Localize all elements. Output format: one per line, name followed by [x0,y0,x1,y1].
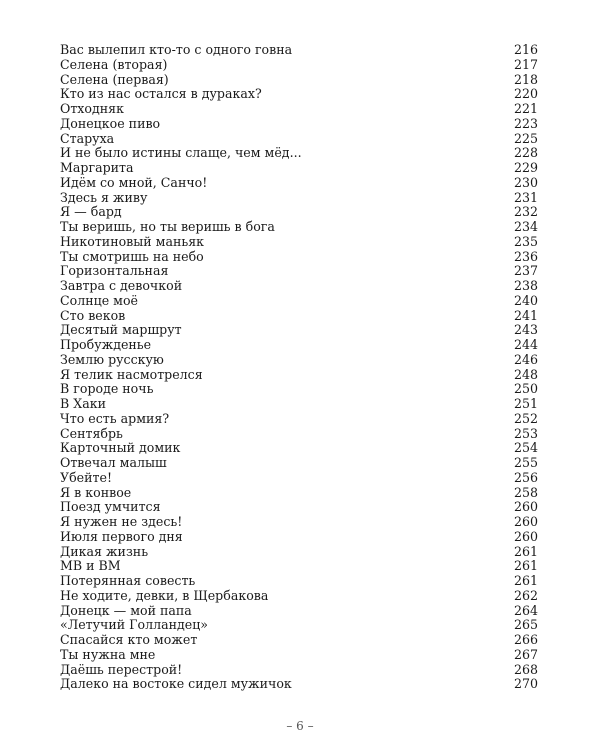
toc-entry-title: Даёшь перестрой! [60,661,183,677]
toc-entry-page: 234 [513,219,538,234]
toc-entry-page: 240 [513,292,538,308]
toc-entry-title: Маргарита [60,160,134,175]
toc-entry-title: Отходняк [60,101,124,116]
toc-entry [60,574,538,589]
toc-entry-title: Ты нужна мне [60,646,156,662]
toc-entry-page: 264 [513,602,538,618]
toc-entry-page: 243 [513,322,538,338]
toc-entry-title: Кто из нас остался в дураках? [60,86,262,102]
toc-entry [60,161,538,176]
toc-entry-page: 236 [513,248,538,264]
toc-entry [60,486,538,501]
toc-entry [60,146,538,161]
toc-entry-title: Потерянная совесть [60,573,196,588]
toc-entry [60,235,538,250]
toc-entry [60,618,538,633]
toc-entry [60,264,538,279]
toc-entry-title: Сентябрь [60,425,123,441]
toc-entry-title: Дикая жизнь [60,543,149,559]
toc-entry [60,338,538,353]
toc-entry-title: Я в конвое [60,484,132,500]
table-of-contents [60,43,538,692]
toc-entry [60,397,538,412]
toc-entry-title: В городе ночь [60,381,154,397]
toc-entry-page: 250 [513,381,538,397]
toc-entry [60,515,538,530]
toc-entry [60,58,538,73]
toc-entry [60,633,538,648]
toc-entry [60,441,538,456]
toc-entry-title: «Летучий Голландец» [60,617,208,633]
toc-entry-title: Убейте! [60,469,113,485]
toc-entry-page: 244 [513,337,538,352]
toc-entry-title: Ты веришь, но ты веришь в бога [60,219,275,234]
toc-entry-title: Донецк — мой папа [60,602,192,618]
toc-entry-title: В Хаки [60,396,106,411]
toc-entry-title: Землю русскую [60,351,164,367]
toc-entry-title: Донецкое пиво [60,115,161,131]
toc-entry-page: 232 [513,204,538,220]
toc-entry-page: 229 [513,160,538,175]
toc-entry-title: Спасайся кто может [60,632,198,647]
toc-entry-page: 260 [513,528,538,544]
toc-entry [60,87,538,102]
toc-entry [60,191,538,206]
toc-entry-title: Завтра с девочкой [60,278,183,293]
toc-entry-page: 231 [513,189,538,205]
page-number: – 6 – [286,719,314,733]
toc-entry-page: 228 [513,145,538,161]
toc-entry-page: 225 [513,130,538,146]
toc-entry [60,323,538,338]
toc-entry [60,279,538,294]
toc-entry-title: Вас вылепил кто-то с одного говна [60,42,293,57]
toc-entry [60,545,538,560]
toc-entry [60,382,538,397]
toc-entry-page: 238 [513,278,538,293]
toc-entry [60,294,538,309]
toc-entry [60,456,538,471]
toc-entry-title: Старуха [60,130,115,146]
toc-entry [60,559,538,574]
toc-entry-title: И не было истины слаще, чем мёд... [60,145,302,161]
toc-entry [60,250,538,265]
toc-entry-page: 258 [513,484,538,500]
toc-entry [60,589,538,604]
toc-entry-page: 251 [513,396,538,411]
toc-entry [60,353,538,368]
toc-entry-title: Отвечал малыш [60,455,167,470]
toc-entry-title: Не ходите, девки, в Щербакова [60,587,269,603]
toc-entry [60,43,538,58]
toc-entry-title: Селена (первая) [60,71,169,87]
toc-entry [60,102,538,117]
toc-entry [60,604,538,619]
toc-entry-page: 221 [513,101,538,116]
toc-entry-page: 246 [513,351,538,367]
toc-entry-title: Я — бард [60,204,122,220]
toc-entry [60,412,538,427]
toc-entry [60,368,538,383]
toc-entry-title: Что есть армия? [60,410,170,426]
toc-entry [60,176,538,191]
toc-entry-page: 256 [513,469,538,485]
toc-entry-page: 253 [513,425,538,441]
toc-entry-page: 266 [513,632,538,647]
toc-entry-page: 241 [513,307,538,323]
toc-entry [60,677,538,692]
toc-entry-page: 252 [513,410,538,426]
toc-entry-page: 216 [513,42,538,57]
toc-entry-page: 261 [513,573,538,588]
toc-entry-page: 254 [513,440,538,456]
toc-entry-title: Июля первого дня [60,528,183,544]
toc-entry-page: 267 [513,646,538,662]
toc-entry [60,205,538,220]
toc-entry-page: 237 [513,263,538,279]
toc-entry-title: Ты смотришь на небо [60,248,204,264]
toc-entry-page: 261 [513,543,538,559]
toc-entry [60,132,538,147]
toc-entry-title: Десятый маршрут [60,322,182,338]
toc-entry-title: Солнце моё [60,292,138,308]
toc-entry [60,663,538,678]
toc-entry-title: Поезд умчится [60,499,161,515]
toc-entry-page: 218 [513,71,538,87]
toc-entry [60,73,538,88]
toc-entry [60,309,538,324]
toc-entry-page: 260 [513,499,538,515]
toc-entry-title: Селена (вторая) [60,56,168,72]
toc-entry-title: Пробужденье [60,337,152,352]
toc-entry [60,117,538,132]
toc-entry-title: Идём со мной, Санчо! [60,174,208,190]
toc-entry-page: 223 [513,115,538,131]
toc-entry-page: 217 [513,56,538,72]
toc-entry-title: Никотиновый маньяк [60,233,205,249]
toc-entry-title: МВ и ВМ [60,558,121,574]
toc-entry-title: Далеко на востоке сидел мужичок [60,676,292,692]
toc-entry-page: 260 [513,514,538,529]
toc-entry-title: Здесь я живу [60,189,148,205]
toc-entry-title: Я телик насмотрелся [60,366,203,382]
toc-entry-page: 268 [513,661,538,677]
toc-entry [60,648,538,663]
toc-entry-page: 220 [513,86,538,102]
toc-entry-page: 270 [513,676,538,692]
toc-entry-title: Карточный домик [60,440,181,456]
toc-entry [60,471,538,486]
toc-entry [60,530,538,545]
toc-entry-title: Сто веков [60,307,126,323]
toc-entry-page: 265 [513,617,538,633]
toc-entry [60,427,538,442]
toc-entry-page: 235 [513,233,538,249]
toc-entry [60,220,538,235]
toc-entry [60,500,538,515]
toc-entry-title: Горизонтальная [60,263,169,279]
toc-entry-page: 262 [513,587,538,603]
toc-entry-title: Я нужен не здесь! [60,514,183,529]
toc-entry-page: 230 [513,174,538,190]
toc-entry-page: 255 [513,455,538,470]
toc-entry-page: 261 [513,558,538,574]
toc-entry-page: 248 [513,366,538,382]
